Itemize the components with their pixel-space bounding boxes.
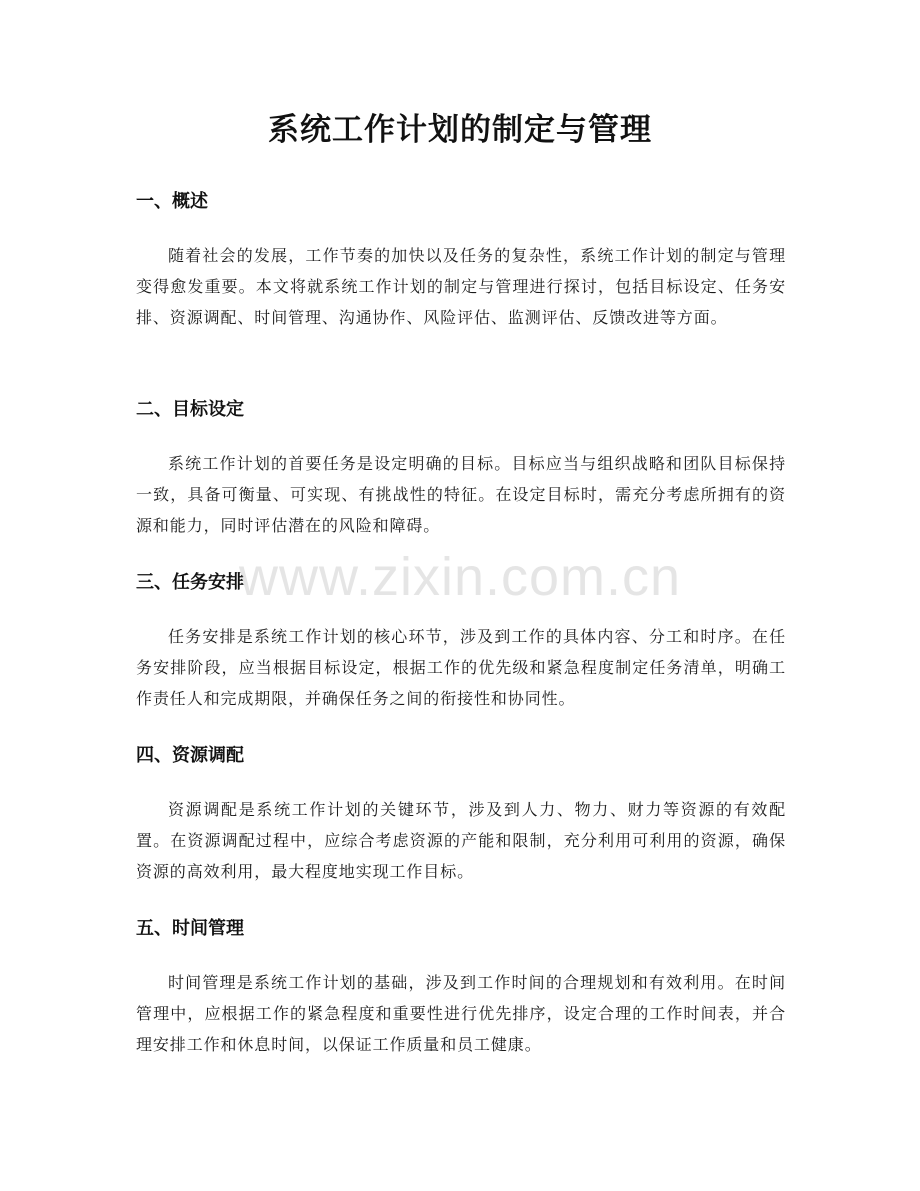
section-paragraph: 随着社会的发展，工作节奏的加快以及任务的复杂性，系统工作计划的制定与管理变得愈发重要。本文将就系统工作计划的制定与管理进行探讨，包括目标设定、任务安排、资源调配、时间管理、沟通协作、风险评估、监测评估、反馈改进等方面。 [136, 246, 786, 327]
section-overview [136, 188, 786, 333]
section-goal-setting [136, 396, 786, 541]
section-heading: 五、时间管理 [136, 918, 244, 939]
section-heading: 一、概述 [136, 191, 208, 212]
section-paragraph: 时间管理是系统工作计划的基础，涉及到工作时间的合理规划和有效利用。在时间管理中，应根据工作的紧急程度和重要性进行优先排序，设定合理的工作时间表，并合理安排工作和休息时间，以保证工作质量和员工健康。 [136, 973, 786, 1054]
document-title: 系统工作计划的制定与管理 [268, 112, 652, 148]
section-paragraph: 任务安排是系统工作计划的核心环节，涉及到工作的具体内容、分工和时序。在任务安排阶段，应当根据目标设定，根据工作的优先级和紧急程度制定任务清单，明确工作责任人和完成期限，并确保任务之间的衔接性和协同性。 [136, 627, 786, 708]
section-heading: 二、目标设定 [136, 399, 244, 420]
watermark: www.zixin.com.cn [238, 547, 682, 607]
section-heading: 四、资源调配 [136, 745, 244, 766]
section-task-arrangement [136, 569, 786, 714]
section-time-management [136, 915, 786, 1060]
section-resource-allocation [136, 742, 786, 887]
section-paragraph: 资源调配是系统工作计划的关键环节，涉及到人力、物力、财力等资源的有效配置。在资源调配过程中，应综合考虑资源的产能和限制，充分利用可利用的资源，确保资源的高效利用，最大程度地实现工作目标。 [136, 800, 786, 881]
section-heading: 三、任务安排 [136, 572, 244, 593]
section-paragraph: 系统工作计划的首要任务是设定明确的目标。目标应当与组织战略和团队目标保持一致，具备可衡量、可实现、有挑战性的特征。在设定目标时，需充分考虑所拥有的资源和能力，同时评估潜在的风险和障碍。 [136, 454, 786, 535]
